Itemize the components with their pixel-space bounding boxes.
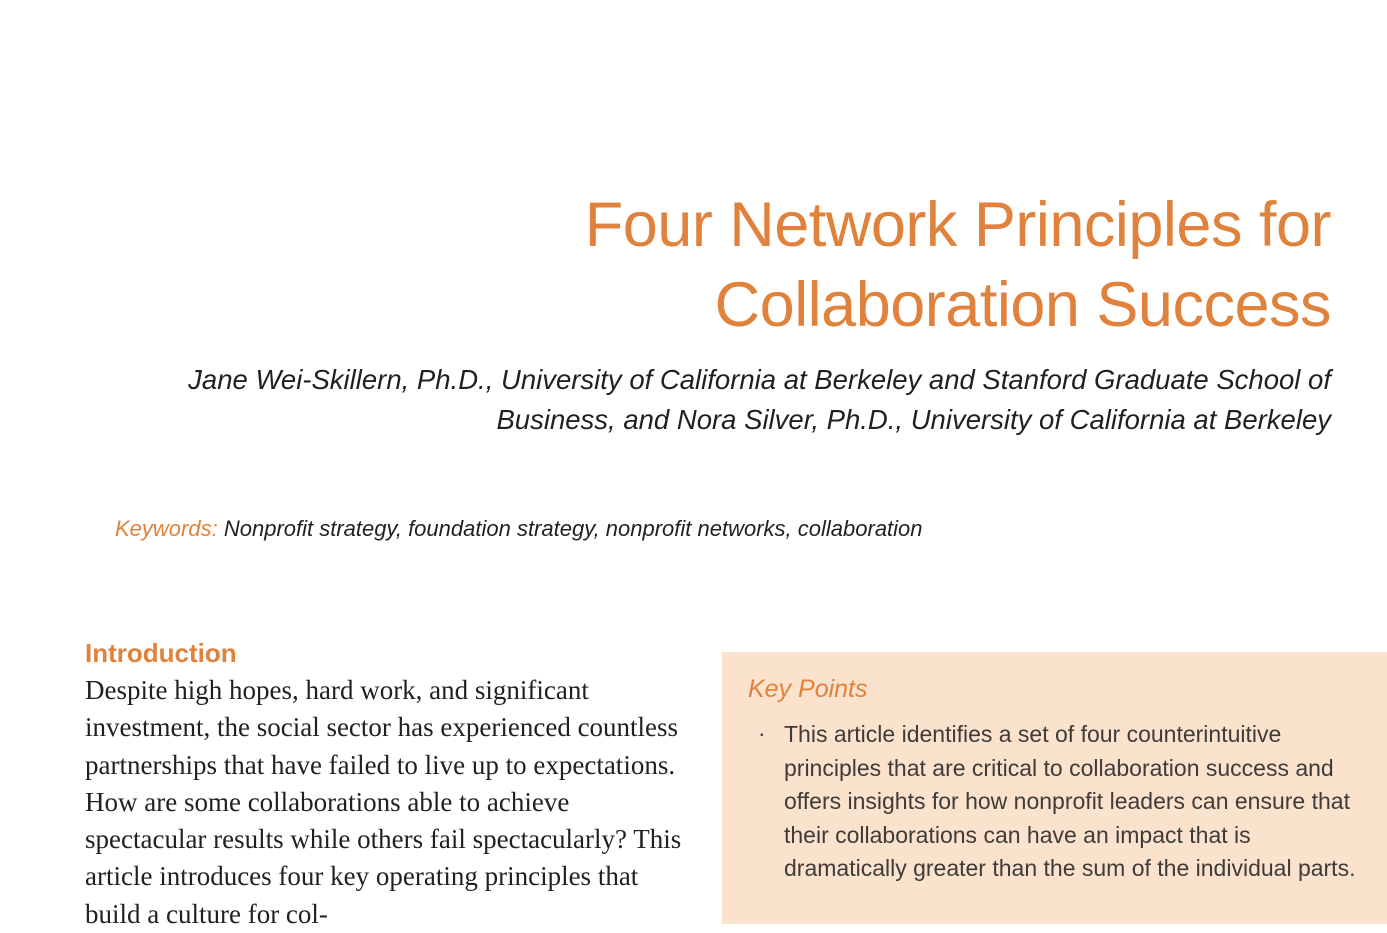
title-block: [86, 185, 1331, 345]
page-title-line-2: Collaboration Success: [714, 270, 1331, 340]
page-title: [86, 185, 1331, 345]
authors: Jane Wei-Skillern, Ph.D., University of California at Berkeley and Stanford Graduate School of Business, and Nora Silver, Ph.D., University of California at Berkeley: [188, 364, 1331, 435]
keywords-label: Keywords:: [115, 516, 218, 541]
section-heading-introduction: Introduction: [85, 638, 237, 668]
list-item-text: This article identifies a set of four counterintuitive principles that are critical to collaboration success and offers insights for how nonprofit leaders can ensure that their collaborations can have an impact that is dramatically greater than the sum of the individual parts.: [784, 721, 1356, 881]
introduction-column: [85, 636, 690, 933]
page-title-line-1: Four Network Principles for: [584, 190, 1331, 260]
key-points-box: [722, 652, 1387, 924]
list-item: [748, 718, 1357, 886]
bullet-icon: ·: [758, 720, 766, 746]
keywords: [115, 513, 1335, 545]
key-points-list: [748, 718, 1357, 886]
key-points-heading: Key Points: [748, 675, 868, 703]
keywords-value: Nonprofit strategy, foundation strategy, nonprofit networks, collaboration: [223, 516, 923, 541]
introduction-paragraph: Despite high hopes, hard work, and significant investment, the social sector has experienced countless partnerships that have failed to live up to expectations. How are some collaborations able to achieve spectacular results while others fail spectacularly? This article introduces four key operating principles that build a culture for col-: [85, 675, 682, 929]
